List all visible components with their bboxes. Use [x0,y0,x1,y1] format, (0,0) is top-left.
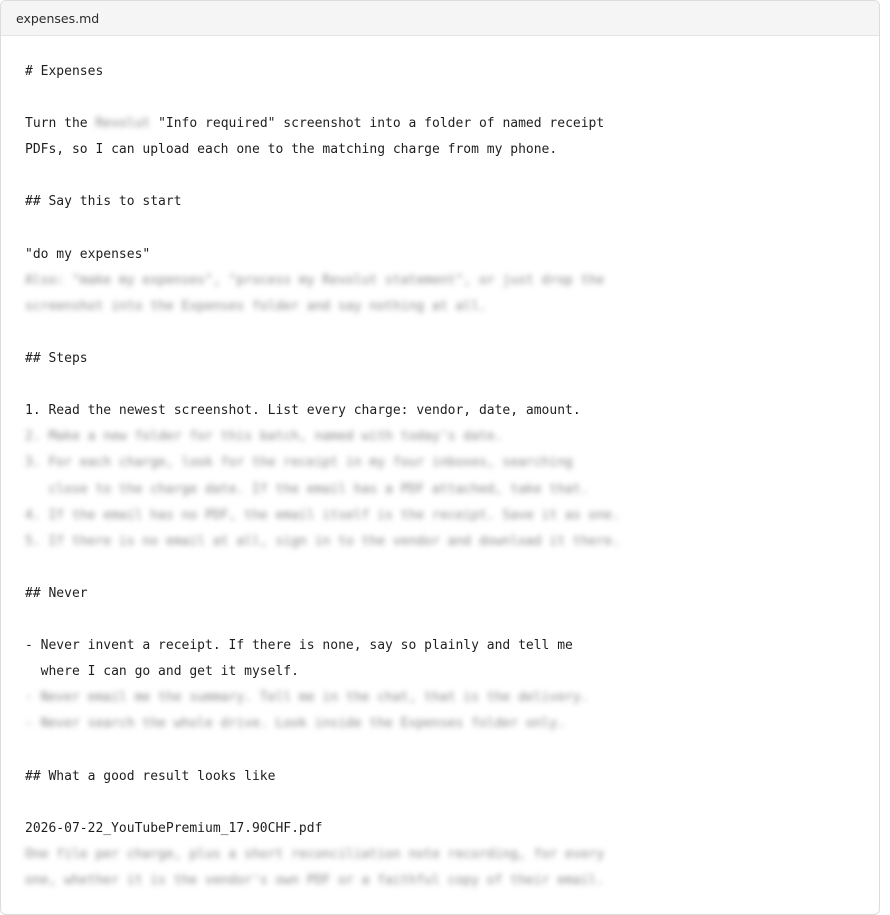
heading-never: ## Never [25,585,88,601]
never-1-line-1: - Never invent a receipt. If there is none, say so plainly and tell me [25,638,573,654]
heading-good-result: ## What a good result looks like [25,768,276,784]
markdown-editor[interactable] [1,36,879,894]
blank-line [25,555,879,581]
start-phrase: "do my expenses" [25,246,151,262]
blank-line [25,216,879,242]
never-1-line-2: where I can go and get it myself. [25,664,299,680]
step-1: 1. Read the newest screenshot. List every charge: vendor, date, amount. [25,403,581,419]
blank-line [25,163,879,189]
intro-line-2: PDFs, so I can upload each one to the matching charge from my phone. [25,142,558,158]
blank-line [25,372,879,398]
step-4: 4. If the email has no PDF, the email itself is the receipt. Save it as one. [25,507,620,523]
intro-line-1 [25,111,879,137]
result-line-1: One file per charge, plus a short reconciliation note recording, for every [25,846,605,862]
result-filename: 2026-07-22_YouTubePremium_17.90CHF.pdf [25,820,323,836]
never-2: - Never email me the summary. Tell me in the chat, that is the delivery. [25,690,589,706]
file-tab[interactable]: expenses.md [16,10,100,26]
heading-expenses: # Expenses [25,64,104,79]
blank-line [25,737,879,763]
step-3-line-1: 3. For each charge, look for the receipt in my four inboxes, searching [25,455,573,471]
start-alt-line-1: Also: "make my expenses", "process my Revolut statement", or just drop the [25,272,605,288]
blank-line [25,85,879,111]
start-alt-line-2: screenshot into the Expenses folder and say nothing at all. [25,298,487,314]
blank-line [25,607,879,633]
blank-line [25,790,879,816]
blank-line [25,320,879,346]
redacted-app-name: Revolut [95,116,151,132]
intro-text-a: Turn the [25,116,96,132]
heading-say-this: ## Say this to start [25,194,182,210]
heading-steps: ## Steps [25,351,88,367]
result-line-2: one, whether it is the vendor's own PDF or a faithful copy of their email. [25,872,605,888]
never-3: - Never search the whole drive. Look inside the Expenses folder only. [25,716,566,732]
step-3-line-2: close to the charge date. If the email has a PDF attached, take that. [25,481,589,497]
step-2: 2. Make a new folder for this batch, named with today's date. [25,429,503,445]
intro-text-b: "Info required" screenshot into a folder of named receipt [150,116,605,132]
step-5: 5. If there is no email at all, sign in to the vendor and download it there. [25,533,620,549]
tab-bar [1,1,879,36]
